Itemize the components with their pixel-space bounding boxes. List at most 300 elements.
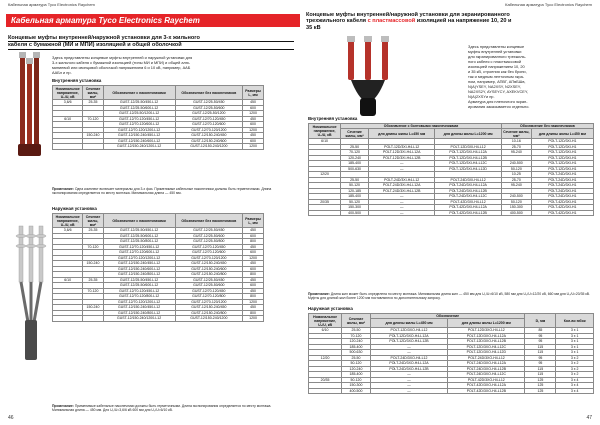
desc-line: изоляцией напряжением 10, 20 [468, 64, 525, 69]
table-cell [83, 144, 103, 150]
table-cell: 50-120 [342, 377, 371, 383]
table-cell: 95-240 [501, 183, 531, 189]
table-cell: 400-500 [342, 388, 371, 394]
left-outdoor-title: Наружная установка [52, 206, 97, 211]
col-header: для длины жилы L=1200 мм [435, 129, 501, 139]
table-cell: 3 x 4 [556, 377, 594, 383]
table-cell: 185-400 [341, 194, 369, 200]
table-cell: 25-35 [83, 228, 103, 234]
table-cell: 3 x 1 [556, 328, 594, 334]
right-page [300, 0, 600, 425]
table-cell [309, 388, 342, 394]
table-cell: 1200 [243, 111, 264, 117]
table-cell: 600 [243, 138, 264, 144]
table-cell: 400-500 [341, 210, 369, 216]
table-row [309, 161, 594, 167]
table-cell: 3 x 1 [556, 339, 594, 345]
table-cell: POLT-42D/3XO-H4-L12B [448, 388, 525, 394]
table-cell: POLT-12D/3XO-H4-L12A [370, 333, 447, 339]
table-cell: GUST-12/150-240/800-L12 [103, 310, 175, 316]
note-label: Примечание: [52, 404, 74, 408]
table-cell: 150-240 [83, 133, 103, 139]
table-cell: 95-240 [501, 150, 531, 156]
left-indoor-body [53, 100, 264, 150]
table-row [309, 155, 594, 161]
table-cell [53, 144, 83, 150]
page-number: 47 [586, 415, 592, 421]
table-cell: GUST-12/150-240/1200 [175, 316, 242, 322]
table-cell: POLT-24D/3XO-H4-L12B [370, 366, 447, 372]
table-cell: POLT-42D/3XO-H4-L12A [448, 383, 525, 389]
table-cell: 50-120 [342, 361, 371, 367]
desc-line: ном, например, АПВГ, АПвБШв, [468, 79, 526, 84]
table-cell: 70-120 [341, 150, 369, 156]
right-outdoor-title: Наружная установка [308, 306, 353, 311]
table-cell: 1200 [243, 316, 264, 322]
table-cell: GUST-12/70-120/450 [175, 288, 242, 294]
table-cell: — [368, 161, 434, 167]
table-cell: — [370, 350, 447, 356]
table-cell: 50-120 [501, 166, 531, 172]
left-subtitle [8, 35, 294, 50]
table-cell: 120-185 [341, 188, 369, 194]
note-text: Применимые кабельные наконечники должны быть герметичными. Длина экспонирования определяется по месту монтажа. Минимальная длина — 450 мм. Для U₀/U=3,6/6 кВ 600 мм для U₀/U=6/10 кВ. [52, 404, 272, 413]
table-cell: 10-25 [501, 172, 531, 178]
table-cell: 10-16 [501, 139, 531, 145]
col-header: для длины жилы L=450 мм [368, 129, 434, 139]
table-cell: GUST-12/150-240/450-L12 [103, 305, 175, 311]
table-cell: POLT-12D/3XI-H4-L12A [435, 150, 501, 156]
table-cell: 12/20 [309, 355, 342, 361]
table-cell: GUST-12/70-120/600 [175, 122, 242, 128]
table-cell: — [368, 194, 434, 200]
table-cell: 6/10 [53, 116, 83, 122]
table-cell: 800 [243, 239, 264, 245]
table-row [309, 150, 594, 156]
table-cell: 3 x 1 [556, 333, 594, 339]
table-cell: 25-50 [341, 177, 369, 183]
table-cell: GUST-12/25-50/600 [175, 283, 242, 289]
subtitle-highlight: с пластмассовой [367, 18, 416, 25]
table-cell: 500-630 [342, 350, 371, 356]
table-cell: GUST-12/70-120/600 [175, 250, 242, 256]
table-row [309, 177, 594, 183]
table-cell: GUST-12/70-120/800-L12 [103, 294, 175, 300]
table-cell: POLT-12D/3XI-H4-L12B [435, 155, 501, 161]
table-cell: POLT-12D/3XI-H1 [531, 161, 593, 167]
table-cell: 120-240 [342, 339, 371, 345]
table-cell: 150-300 [341, 205, 369, 211]
col-header: для длины жилы L=1200 мм [448, 319, 525, 328]
table-cell: 185-400 [342, 372, 371, 378]
desc-line: NA2XS2Y, AYSEYCY, AXEKVCEY, [468, 89, 529, 94]
table-cell: 800 [243, 272, 264, 278]
table-cell: GUST-12/150-240/1200 [175, 144, 242, 150]
table-cell: GUST-12/150-240/1200-L12 [103, 144, 175, 150]
table-cell: 6/10 [53, 277, 83, 283]
page-number: 46 [8, 415, 14, 421]
table-cell: POLT-12D/3XO-H4-L12 [370, 328, 447, 334]
table-cell: POLT-42D/3XI-H1 [531, 199, 593, 205]
left-outdoor-body [53, 228, 264, 322]
desc-line: и 35 кВ, строения как без брони, [468, 69, 527, 74]
table-cell: GUST-12/150-240/450 [175, 261, 242, 267]
table-cell: GUST-12/150-240/450-L12 [103, 261, 175, 267]
table-cell: POLT-12D/3XI-H1 [531, 155, 593, 161]
table-cell: 85 [525, 328, 556, 334]
table-row [309, 205, 594, 211]
table-cell: 50-120 [501, 199, 531, 205]
outdoor-termination-photo [14, 222, 48, 362]
table-cell: GUST-12/25-50/800 [175, 239, 242, 245]
table-cell: 800 [243, 310, 264, 316]
table-cell: GUST-12/25-50/800-L12 [103, 239, 175, 245]
col-header: Сечение жилы, мм² [342, 314, 371, 328]
table-cell: 120-240 [342, 366, 371, 372]
col-header: Сечение жилы, мм² [83, 214, 103, 228]
table-cell: 450 [243, 244, 264, 250]
desc-line: Здесь представлены концевые муфты внутренней и наружной установки для [52, 55, 193, 60]
table-cell: 125 [525, 388, 556, 394]
table-cell: POLT-42D/3XI-H4-L12A [435, 205, 501, 211]
table-cell: — [370, 344, 447, 350]
left-description [52, 55, 296, 75]
right-outdoor-table [308, 313, 594, 394]
table-row [309, 166, 594, 172]
table-cell: 25-35 [83, 100, 103, 106]
table-cell: GUST-12/70-120/600-L12 [103, 122, 175, 128]
desc-line: N(A)YSEY, NA2XSY, N2XSEY, [468, 84, 521, 89]
table-cell: — [368, 205, 434, 211]
col-header: Номинальное напряжение, U₀/U, кВ [309, 124, 341, 139]
table-cell: GUST-12/25-50/1200 [175, 111, 242, 117]
table-cell: GUST-12/150-240/600-L12 [103, 266, 175, 272]
note-label: Примечание: [52, 187, 74, 191]
table-cell: 25-35 [83, 277, 103, 283]
col-group-header: Обозначение с болтовыми наконечниками [341, 124, 502, 129]
col-header: Номинальное напряжение, U₀/U, кВ [53, 214, 83, 228]
col-header: Обозначение без наконечников [175, 86, 242, 100]
desc-line: ААБл и пр. [52, 70, 72, 75]
col-header: Номинальное напряжение, U₀/U, кВ [309, 314, 342, 328]
table-cell: POLT-42D/3XI-H1 [531, 205, 593, 211]
table-cell: 150-240 [83, 305, 103, 311]
table-cell: POLT-12D/3XO-H4-L12 [448, 328, 525, 334]
table-row [309, 194, 594, 200]
col-header: Обозначение с наконечниками [103, 86, 175, 100]
table-cell: POLT-12D/3XI-H4-L12B [368, 155, 434, 161]
table-cell: POLT-24D/3XO-H4-L12 [370, 355, 447, 361]
right-subtitle-line-c: 35 кВ [306, 24, 321, 31]
section-banner: Кабельная арматура Tyco Electronics Raychem [6, 14, 300, 27]
col-header: Размеры L, мм [243, 214, 264, 228]
table-cell: POLT-12D/3XO-H4-L12C [448, 344, 525, 350]
table-cell: GUST-12/70-120/450-L12 [103, 116, 175, 122]
right-indoor-table [308, 123, 594, 216]
table-cell: — [368, 199, 434, 205]
table-cell: POLT-24D/3XI-H4-L12 [435, 177, 501, 183]
table-cell [83, 316, 103, 322]
table-cell: GUST-12/150-240/800 [175, 272, 242, 278]
table-cell: POLT-12D/3XI-H4-L12 [368, 144, 434, 150]
table-cell: 450 [243, 288, 264, 294]
table-cell: POLT-24D/3XI-H4-L12C [435, 194, 501, 200]
note-text: Одна комплект включает материалы для 3-х фаз. Применимые кабельные наконечники должны быть герметичными. Длина экспонирования определяется по месту монтажа. Минимальная длина — 450 мм. [52, 187, 272, 196]
col-header: Обозначение с наконечниками [103, 214, 175, 228]
table-cell: 50-120 [341, 199, 369, 205]
table-cell: 25-50 [342, 355, 371, 361]
note-label: Примечание: [308, 292, 330, 296]
table-cell: 450 [243, 228, 264, 234]
table-cell: — [370, 383, 447, 389]
table-cell: 600 [243, 122, 264, 128]
table-cell: 20/35 [309, 377, 342, 383]
table-cell: 800 [243, 294, 264, 300]
table-cell: 25-50 [341, 144, 369, 150]
table-cell [309, 210, 341, 216]
table-cell: — [370, 372, 447, 378]
table-cell: POLT-24D/3XO-H4-L12 [448, 355, 525, 361]
col-header: Сечение жилы, мм² [341, 129, 369, 139]
col-header: D, мм [525, 314, 556, 328]
table-cell: GUST-12/70-120/800 [175, 294, 242, 300]
table-cell: GUST-12/70-120/1200 [175, 127, 242, 133]
table-cell: 50-120 [341, 183, 369, 189]
table-cell: 25-70 [501, 177, 531, 183]
table-cell: — [368, 166, 434, 172]
col-group-header: Обозначение [370, 314, 525, 319]
table-cell: POLT-42D/3XO-H4-L12 [448, 377, 525, 383]
table-cell: 450 [243, 261, 264, 267]
table-cell: GUST-12/25-50/600-L12 [103, 233, 175, 239]
table-cell: 115 [525, 350, 556, 356]
table-row [309, 210, 594, 216]
table-cell: GUST-12/25-50/450-L12 [103, 100, 175, 106]
right-subtitle-line-a: Концевые муфты внутренней/наружной установки для экранированного [306, 12, 510, 18]
table-cell: GUST-12/70-120/450-L12 [103, 288, 175, 294]
table-cell: POLT-24D/3XI-H4-L12A [368, 183, 434, 189]
table-row [309, 388, 594, 394]
table-cell: 3 x 2 [556, 372, 594, 378]
right-outdoor-body [309, 328, 594, 394]
table-cell: POLT-12D/3XO-H4-L12B [370, 339, 447, 345]
table-cell: GUST-12/25-50/600 [175, 233, 242, 239]
left-indoor-title: Внутренняя установка [52, 78, 102, 83]
table-cell: 450 [243, 116, 264, 122]
table-cell: 450 [243, 277, 264, 283]
table-cell: POLT-12D/3XI-H4-L12A [368, 150, 434, 156]
table-cell: POLT-24D/3XI-H4-L12B [435, 188, 501, 194]
plastic-termination-photo [318, 36, 418, 116]
table-cell: POLT-12D/3XO-H4-L12D [448, 350, 525, 356]
table-cell: POLT-24D/3XI-H1 [531, 177, 593, 183]
table-cell: 150-300 [501, 205, 531, 211]
table-cell: POLT-24D/3XI-H4-L12B [368, 188, 434, 194]
left-outdoor-table [52, 213, 264, 322]
table-cell: GUST-12/70-120/1200 [175, 299, 242, 305]
table-cell: GUST-12/25-50/600 [175, 105, 242, 111]
col-header: для длины жилы L=450 мм [531, 129, 593, 139]
table-cell: 1200 [243, 299, 264, 305]
table-cell: POLT-12D/3XI-H1 [531, 139, 593, 145]
right-subtitle [306, 12, 596, 31]
table-cell: 3 x 4 [556, 383, 594, 389]
table-cell: GUST-12/150-240/800 [175, 310, 242, 316]
table-cell: POLT-42D/3XI-H1 [531, 210, 593, 216]
table-cell: — [368, 210, 434, 216]
col-group-header: Обозначение без наконечников [501, 124, 593, 129]
desc-line: ирования заказывается отдельно. [468, 104, 530, 109]
table-cell: 3 x 1 [556, 344, 594, 350]
table-cell: POLT-12D/3XI-H4-L12D [435, 166, 501, 172]
table-cell: 3,6/6 [53, 100, 83, 106]
col-header: для длины жилы L=450 мм [370, 319, 447, 328]
table-cell: 115 [525, 366, 556, 372]
left-subtitle-line-a: Концевые муфты внутренней/наружной установки для 3-х жильного [8, 35, 294, 42]
table-cell: 3,6/6 [53, 228, 83, 234]
desc-line: Здесь представлены концевые [468, 44, 525, 49]
table-cell: GUST-12/70-120/450 [175, 116, 242, 122]
note-text: Длина жил может быть определена по месту монтажа. Минимальная длина жил — 450 мм для U₀/U=6/10 кВ, 580 мм для U₀/U=12/20 кВ, 660 мм для U₀/U=20/35 кВ. Муфты для длиной жил более 1200 мм поставляются по дополнительному запросу. [308, 292, 591, 301]
table-cell: 6/10 [309, 139, 341, 145]
table-cell: GUST-12/150-240/600 [175, 138, 242, 144]
table-cell: POLT-24D/3XO-H4-L12C [448, 372, 525, 378]
table-cell: 70-120 [342, 333, 371, 339]
table-cell: GUST-12/70-120/1200-L12 [103, 127, 175, 133]
table-cell: 3 x 1 [556, 350, 594, 356]
table-cell: 1200 [243, 144, 264, 150]
desc-line: муфты внутренней установки [468, 49, 522, 54]
indoor-termination-photo [10, 52, 50, 156]
table-cell: 6/10 [309, 328, 342, 334]
table-cell: 450 [243, 100, 264, 106]
right-indoor-body [309, 139, 594, 216]
col-header: Обозначение без наконечников [175, 214, 242, 228]
table-cell: GUST-12/70-120/1200-L12 [103, 255, 175, 261]
table-cell: 1200 [243, 127, 264, 133]
table-cell: POLT-24D/3XI-H1 [531, 172, 593, 178]
table-cell: GUST-12/70-120/450-L12 [103, 244, 175, 250]
table-cell: GUST-12/70-120/1200 [175, 255, 242, 261]
subtitle-part: изоляцией на напряжение 10, 20 и [415, 18, 512, 25]
desc-line: так и медным ленточным экра- [468, 74, 525, 79]
table-cell: POLT-12D/3XO-H4-L12A [448, 333, 525, 339]
table-cell: 95 [525, 339, 556, 345]
table-cell: 600 [243, 266, 264, 272]
table-cell: GUST-12/25-50/450 [175, 228, 242, 234]
table-cell: POLT-24D/3XO-H4-L12A [448, 361, 525, 367]
table-cell: POLT-24D/3XI-H4-L12 [368, 177, 434, 183]
table-cell: POLT-24D/3XI-H1 [531, 188, 593, 194]
table-cell: GUST-12/70-120/450 [175, 244, 242, 250]
table-cell: 600 [243, 105, 264, 111]
subtitle-part: трехжильного кабеля [306, 18, 368, 25]
table-row [309, 188, 594, 194]
left-outdoor-note [52, 404, 292, 412]
table-cell: 3 x 2 [556, 366, 594, 372]
table-row [309, 183, 594, 189]
table-cell: 450 [243, 305, 264, 311]
table-cell: POLT-12D/3XI-H1 [531, 144, 593, 150]
table-cell: 125 [525, 377, 556, 383]
table-cell: GUST-12/25-50/450-L12 [103, 228, 175, 234]
table-cell: 600 [243, 250, 264, 256]
table-cell: POLT-12D/3XI-H4-L12 [435, 144, 501, 150]
table-cell: GUST-12/25-50/450 [175, 100, 242, 106]
table-cell: 95 [525, 361, 556, 367]
table-cell: 12/20 [309, 172, 341, 178]
table-cell: POLT-12D/3XI-H4-L12C [435, 161, 501, 167]
table-cell: 500-630 [341, 166, 369, 172]
table-cell: — [370, 377, 447, 383]
table-cell: 400-500 [501, 210, 531, 216]
table-cell: POLT-24D/3XO-H4-L12B [448, 366, 525, 372]
table-cell: 125 [525, 383, 556, 389]
table-cell: 450 [243, 133, 264, 139]
col-header: Размеры L, мм [243, 86, 264, 100]
table-cell: 70-120 [83, 288, 103, 294]
left-subtitle-line-b: кабеля с бумажной (МИ и МПИ) изоляцией и общей оболочкой [8, 42, 294, 49]
table-cell: 600 [243, 233, 264, 239]
table-cell: 150-240 [83, 261, 103, 267]
table-cell: POLT-42D/3XI-H4-L12B [435, 210, 501, 216]
table-cell: 600 [243, 283, 264, 289]
desc-line: 3-х жильного кабеля с бумажной изоляцией (типы МИ и МПИ) и общей алю- [52, 60, 191, 65]
table-cell: 95 [525, 333, 556, 339]
table-cell: 70-120 [83, 116, 103, 122]
table-cell: 3 x 4 [556, 388, 594, 394]
table-cell: 120-240 [341, 155, 369, 161]
table-cell: GUST-12/150-240/800-L12 [103, 272, 175, 278]
table-cell: POLT-24D/3XO-H4-L12A [370, 361, 447, 367]
table-cell: GUST-12/70-120/1200-L12 [103, 299, 175, 305]
table-cell: POLT-12D/3XI-H1 [531, 166, 593, 172]
table-cell: 3 x 2 [556, 355, 594, 361]
desc-line: ного кабеля с пластмассовой [468, 59, 522, 64]
col-header: Номинальное напряжение, U₀/U, кВ [53, 86, 83, 100]
table-cell: POLT-12D/3XI-H1 [531, 150, 593, 156]
left-indoor-note [52, 187, 292, 195]
table-cell: GUST-12/150-240/600 [175, 266, 242, 272]
table-cell: GUST-12/150-240/450 [175, 133, 242, 139]
table-cell: 3 x 2 [556, 361, 594, 367]
col-header: Сечение жилы, мм² [83, 86, 103, 100]
table-cell: 240-500 [501, 161, 531, 167]
running-head: Кабельная арматура Tyco Electronics Raychem [8, 2, 95, 7]
table-cell: GUST-12/25-50/600-L12 [103, 105, 175, 111]
table-cell: 240-500 [501, 194, 531, 200]
left-indoor-table [52, 85, 264, 150]
table-cell: POLT-24D/3XI-H4-L12A [435, 183, 501, 189]
table-cell: 185-400 [341, 161, 369, 167]
table-cell: 20/35 [309, 199, 341, 205]
table-row [53, 144, 264, 150]
table-cell: 25-50 [342, 328, 371, 334]
table-cell: POLT-12D/3XO-H4-L12B [448, 339, 525, 345]
desc-line: миниевой или свинцовой оболочкой напряжением 6 и 10 кВ, например, ААБ [52, 65, 191, 70]
running-head: Кабельная арматура Tyco Electronics Raychem [505, 2, 592, 7]
table-cell: GUST-12/25-50/1200-L12 [103, 111, 175, 117]
table-cell: POLT-42D/3XI-H4-L12 [435, 199, 501, 205]
table-cell: GUST-12/150-240/450 [175, 305, 242, 311]
table-row [309, 144, 594, 150]
right-indoor-title: Внутренняя установка [308, 116, 358, 121]
table-cell: GUST-12/150-240/600-L12 [103, 138, 175, 144]
desc-line: для экранированного трехжиль- [468, 54, 526, 59]
table-row [309, 199, 594, 205]
table-cell: GUST-12/70-120/600-L12 [103, 250, 175, 256]
desc-line: Арматура для пленочного экран- [468, 99, 528, 104]
